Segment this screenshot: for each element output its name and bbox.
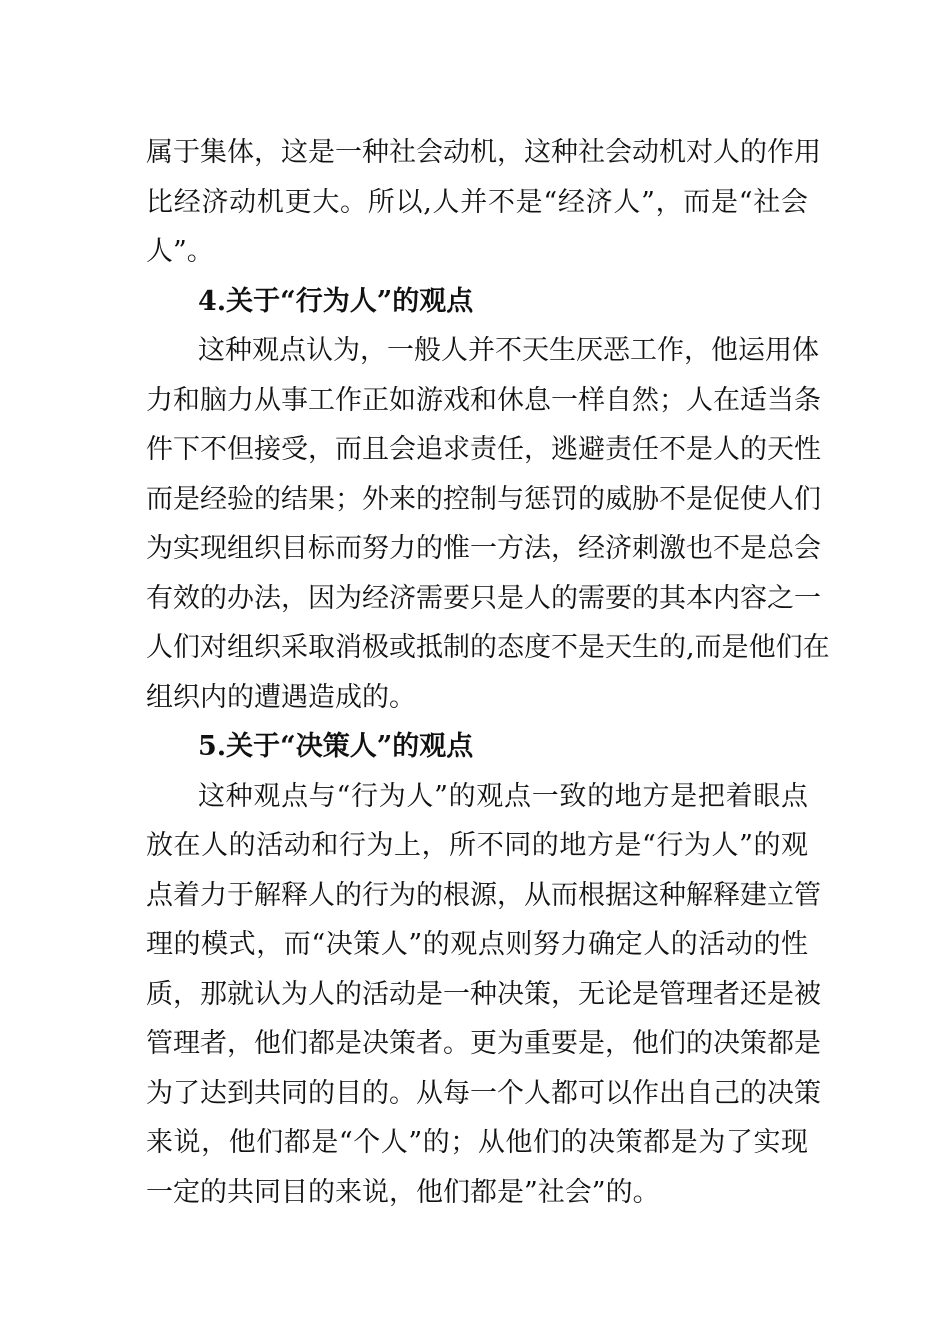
document-body (146, 128, 830, 1217)
paragraph-line: 有效的办法，因为经济需要只是人的需要的其本内容之一 (146, 582, 821, 614)
section-heading-decision-person: 5.关于“决策人”的观点 (198, 731, 474, 762)
paragraph-line: 件下不但接受，而且会追求责任，逃避责任不是人的天性 (146, 434, 821, 465)
section-heading-behavior-person: 4.关于“行为人”的观点 (198, 285, 474, 317)
paragraph-line: 人”。 (146, 236, 214, 267)
paragraph-line: 这种观点与“行为人”的观点一致的地方是把着眼点 (198, 780, 808, 812)
paragraph-line: 组织内的遭遇造成的。 (146, 681, 416, 713)
paragraph-line: 质，那就认为人的活动是一种决策，无论是管理者还是被 (146, 978, 821, 1010)
paragraph-line: 点着力于解释人的行为的根源，从而根据这种解释建立管 (146, 879, 821, 911)
paragraph-line: 理的模式，而“决策人”的观点则努力确定人的活动的性 (146, 929, 808, 960)
paragraph-line: 力和脑力从事工作正如游戏和休息一样自然；人在适当条 (146, 384, 821, 416)
paragraph-line: 比经济动机更大。所以,人并不是“经济人”，而是“社会 (146, 186, 808, 218)
paragraph-line: 为了达到共同的目的。从每一个人都可以作出自己的决策 (146, 1077, 821, 1109)
paragraph-line: 管理者，他们都是决策者。更为重要是，他们的决策都是 (146, 1028, 821, 1059)
paragraph-line: 一定的共同目的来说，他们都是”社会”的。 (146, 1176, 660, 1208)
paragraph-line: 来说，他们都是“个人”的；从他们的决策都是为了实现 (146, 1127, 808, 1158)
paragraph-line: 放在人的活动和行为上，所不同的地方是“行为人”的观 (146, 830, 808, 861)
paragraph-line: 属于集体，这是一种社会动机，这种社会动机对人的作用 (146, 137, 821, 168)
paragraph-line: 而是经验的结果；外来的控制与惩罚的威胁不是促使人们 (146, 483, 821, 515)
paragraph-line: 为实现组织目标而努力的惟一方法，经济刺激也不是总会 (146, 533, 821, 564)
paragraph-line: 人们对组织采取消极或抵制的态度不是天生的,而是他们在 (146, 632, 830, 663)
paragraph-line: 这种观点认为，一般人并不天生厌恶工作，他运用体 (198, 335, 819, 366)
